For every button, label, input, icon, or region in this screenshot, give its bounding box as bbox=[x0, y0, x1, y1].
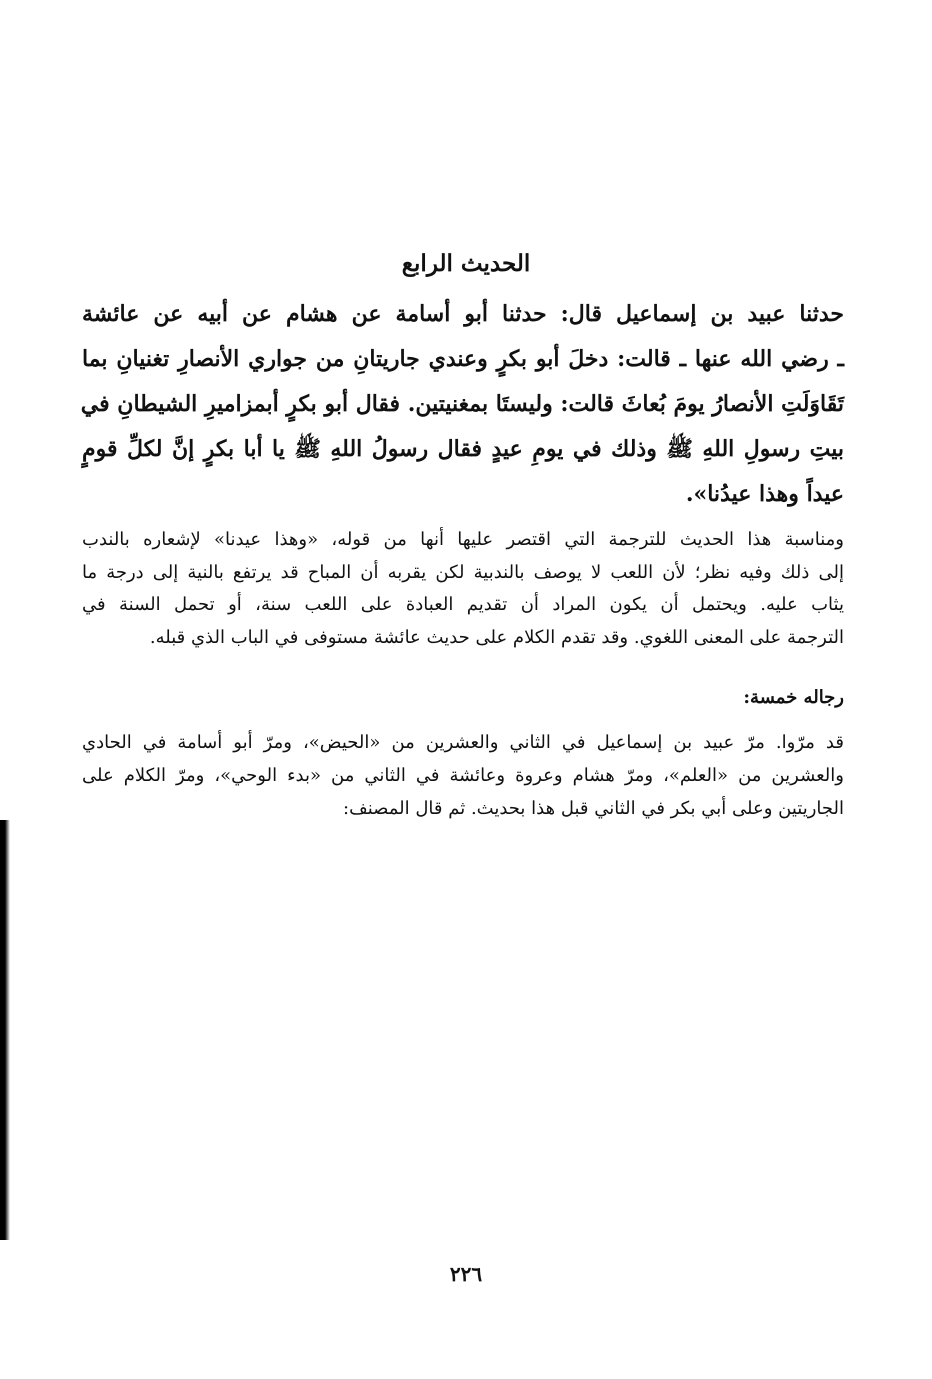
commentary-line: إلى ذلك وفيه نظر؛ لأن اللعب لا يوصف بالندبية لكن يقربه أن المباح قد يرتفع بالنية إلى درجة ما bbox=[82, 561, 844, 583]
commentary-line: الترجمة على المعنى اللغوي. وقد تقدم الكلام على حديث عائشة مستوفى في الباب الذي قبله. bbox=[149, 626, 844, 648]
commentary-line: يثاب عليه. ويحتمل أن يكون المراد أن تقديم العبادة على اللعب سنة، أو تحمل السنة في bbox=[82, 594, 844, 615]
commentary-line: ومناسبة هذا الحديث للترجمة التي اقتصر عليها أنها من قوله، «وهذا عيدنا» لإشعاره بالندب bbox=[82, 529, 844, 550]
page-number: ٢٢٦ bbox=[449, 1262, 483, 1286]
narrators-line: والعشرين من «العلم»، ومرّ هشام وعروة وعائشة في الثاني من «بدء الوحي»، ومرّ الكلام على bbox=[82, 765, 844, 786]
commentary-paragraph bbox=[82, 524, 844, 654]
hadith-line: تَقَاوَلَتِ الأنصارُ يومَ بُعاثَ قالت: وليستَا بمغنيتين. فقال أبو بكرٍ أبمزاميرِ الشيطانِ في bbox=[80, 391, 844, 417]
section-heading: الحديث الرابع bbox=[401, 250, 531, 277]
scan-binding-shadow bbox=[0, 820, 10, 1240]
narrators-paragraph bbox=[82, 726, 844, 825]
narrators-line: قد مرّوا. مرّ عبيد بن إسماعيل في الثاني والعشرين من «الحيض»، ومرّ أبو أسامة في الحادي bbox=[82, 732, 844, 753]
hadith-line: ـ رضي الله عنها ـ قالت: دخلَ أبو بكرٍ وعندي جاريتانِ من جواري الأنصارِ تغنيانِ بما bbox=[82, 346, 844, 372]
hadith-text bbox=[82, 292, 844, 517]
hadith-line: بيتِ رسولِ اللهِ ﷺ وذلك في يومِ عيدٍ فقال رسولُ اللهِ ﷺ يا أبا بكرٍ إنَّ لكلِّ قومٍ bbox=[82, 436, 844, 462]
narrators-line: الجاريتين وعلى أبي بكر في الثاني قبل هذا بحديث. ثم قال المصنف: bbox=[343, 798, 844, 819]
hadith-line: حدثنا عبيد بن إسماعيل قال: حدثنا أبو أسامة عن هشام عن أبيه عن عائشة bbox=[82, 301, 844, 327]
hadith-line: عيداً وهذا عيدُنا». bbox=[685, 481, 844, 507]
narrators-heading: رجاله خمسة: bbox=[743, 687, 844, 708]
